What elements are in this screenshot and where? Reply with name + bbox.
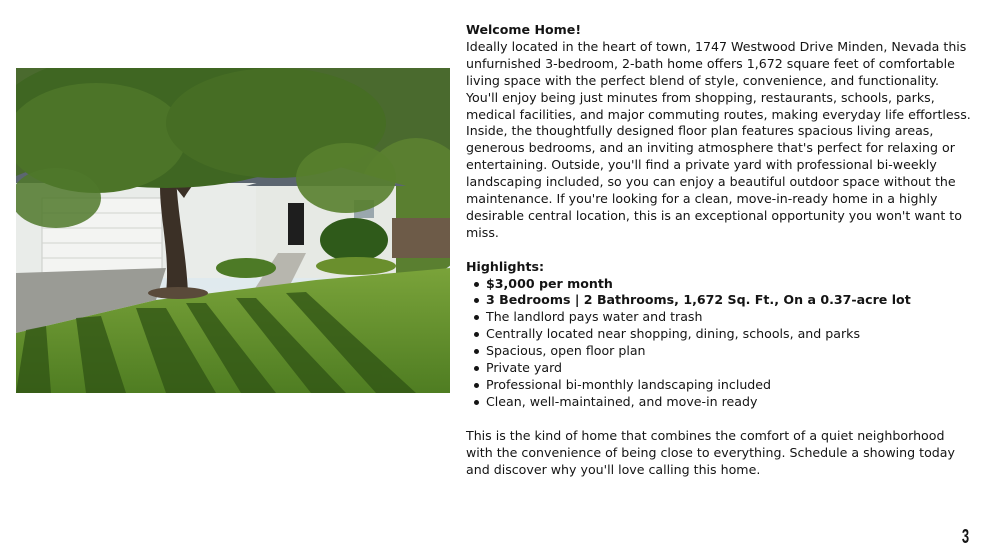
listing-heading: Welcome Home!: [466, 22, 582, 37]
house-photo: [16, 68, 450, 393]
highlights-list: [466, 276, 971, 411]
highlight-item: Centrally located near shopping, dining, schools, and parks: [486, 326, 971, 343]
highlight-item: Private yard: [486, 360, 971, 377]
listing-intro: Ideally located in the heart of town, 1747 Westwood Drive Minden, Nevada this unfurnished 3-bedroom, 2-bath home offers 1,672 square feet of comfortable living space with the perfect blend of style, convenience, and functionality. You'll enjoy being just minutes from shopping, restaurants, schools, parks, medical facilities, and major commuting routes, making everyday life effortless. Inside, the thoughtfully designed floor plan features spacious living areas, generous bedrooms, and an inviting atmosphere that's perfect for relaxing or entertaining. Outside, you'll find a private yard with professional bi-weekly landscaping included, so you can enjoy a beautiful outdoor space without the maintenance. If you're looking for a clean, move-in-ready home in a highly desirable central location, this is an exceptional opportunity you won't want to miss.: [466, 38, 971, 240]
highlight-item: Clean, well-maintained, and move-in ready: [486, 394, 971, 411]
highlight-item: Professional bi-monthly landscaping included: [486, 377, 971, 394]
page-number: 3: [961, 526, 969, 548]
listing-closing: This is the kind of home that combines the comfort of a quiet neighborhood with the convenience of being close to everything. Schedule a showing today and discover why you'll love calling this home.: [466, 427, 955, 477]
highlight-item: $3,000 per month: [486, 276, 971, 293]
highlight-item: The landlord pays water and trash: [486, 309, 971, 326]
listing-description: [466, 22, 971, 478]
highlight-item: Spacious, open floor plan: [486, 343, 971, 360]
highlights-heading: Highlights:: [466, 258, 545, 274]
highlight-item: 3 Bedrooms | 2 Bathrooms, 1,672 Sq. Ft., On a 0.37-acre lot: [486, 292, 971, 309]
house-photo-illustration: [16, 68, 450, 393]
